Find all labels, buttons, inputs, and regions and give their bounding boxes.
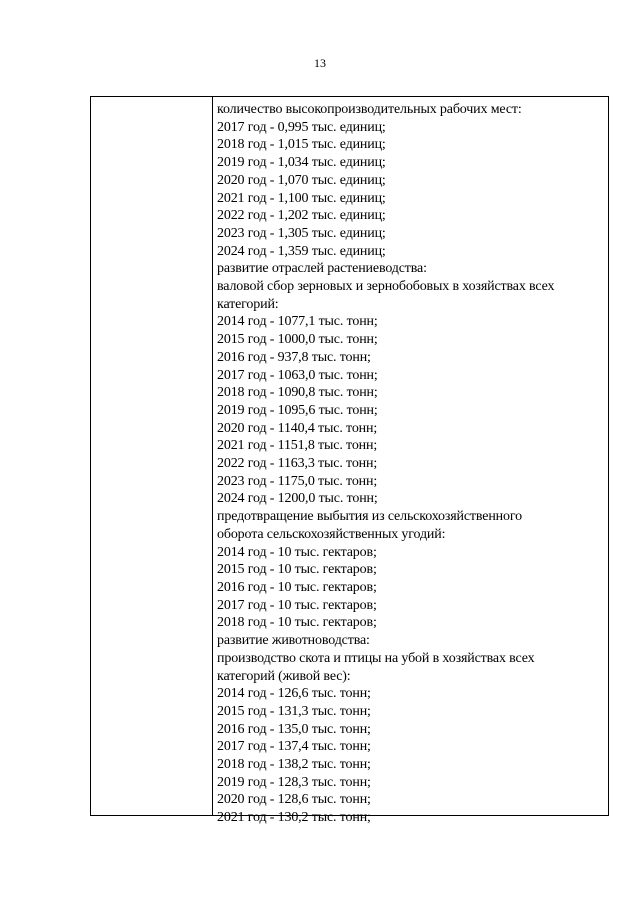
text-line: 2021 год - 1,100 тыс. единиц; [217, 190, 386, 206]
text-line: производство скота и птицы на убой в хозяйствах всех [217, 650, 535, 666]
text-line: 2019 год - 128,3 тыс. тонн; [217, 774, 371, 790]
text-line: 2017 год - 137,4 тыс. тонн; [217, 739, 371, 755]
text-line: развитие отраслей растениеводства: [217, 261, 427, 277]
text-line: 2016 год - 135,0 тыс. тонн; [217, 721, 371, 737]
text-line: 2023 год - 1,305 тыс. единиц; [217, 225, 386, 241]
text-line: 2018 год - 138,2 тыс. тонн; [217, 757, 371, 773]
text-line: предотвращение выбытия из сельскохозяйственного [217, 509, 522, 525]
text-line: 2016 год - 10 тыс. гектаров; [217, 579, 377, 595]
text-line: 2021 год - 130,2 тыс. тонн; [217, 810, 371, 826]
text-line: 2020 год - 1,070 тыс. единиц; [217, 172, 386, 188]
text-line: 2017 год - 1063,0 тыс. тонн; [217, 367, 378, 383]
text-line: 2015 год - 131,3 тыс. тонн; [217, 703, 371, 719]
table-right-cell [213, 97, 608, 826]
text-line: 2015 год - 1000,0 тыс. тонн; [217, 332, 378, 348]
text-line: 2022 год - 1,202 тыс. единиц; [217, 208, 386, 224]
text-line: категорий (живой вес): [217, 668, 351, 684]
text-line: 2014 год - 10 тыс. гектаров; [217, 544, 377, 560]
text-line: оборота сельскохозяйственных угодий: [217, 526, 446, 542]
text-line: 2017 год - 10 тыс. гектаров; [217, 597, 377, 613]
text-line: 2015 год - 10 тыс. гектаров; [217, 562, 377, 578]
text-line: 2024 год - 1,359 тыс. единиц; [217, 243, 386, 259]
text-line: 2020 год - 128,6 тыс. тонн; [217, 792, 371, 808]
text-line: 2018 год - 1090,8 тыс. тонн; [217, 385, 378, 401]
text-line: 2020 год - 1140,4 тыс. тонн; [217, 420, 378, 436]
page-number: 13 [314, 56, 326, 70]
text-line: 2017 год - 0,995 тыс. единиц; [217, 119, 386, 135]
text-line: 2019 год - 1095,6 тыс. тонн; [217, 402, 378, 418]
text-line: 2021 год - 1151,8 тыс. тонн; [217, 438, 378, 454]
document-table [90, 96, 609, 826]
text-line: 2023 год - 1175,0 тыс. тонн; [217, 473, 378, 489]
text-line: количество высокопроизводительных рабочих мест: [217, 102, 522, 117]
text-line: 2014 год - 1077,1 тыс. тонн; [217, 314, 378, 330]
text-line: 2016 год - 937,8 тыс. тонн; [217, 349, 371, 365]
text-line: развитие животноводства: [217, 633, 370, 649]
text-line: 2024 год - 1200,0 тыс. тонн; [217, 491, 378, 507]
text-line: категорий: [217, 296, 279, 312]
text-line: 2018 год - 1,015 тыс. единиц; [217, 137, 386, 153]
text-line: 2014 год - 126,6 тыс. тонн; [217, 686, 371, 702]
text-line: 2022 год - 1163,3 тыс. тонн; [217, 456, 378, 472]
table-left-cell [91, 97, 213, 815]
text-line: 2019 год - 1,034 тыс. единиц; [217, 155, 386, 171]
text-line: валовой сбор зерновых и зернобобовых в хозяйствах всех [217, 279, 555, 295]
text-line: 2018 год - 10 тыс. гектаров; [217, 615, 377, 631]
